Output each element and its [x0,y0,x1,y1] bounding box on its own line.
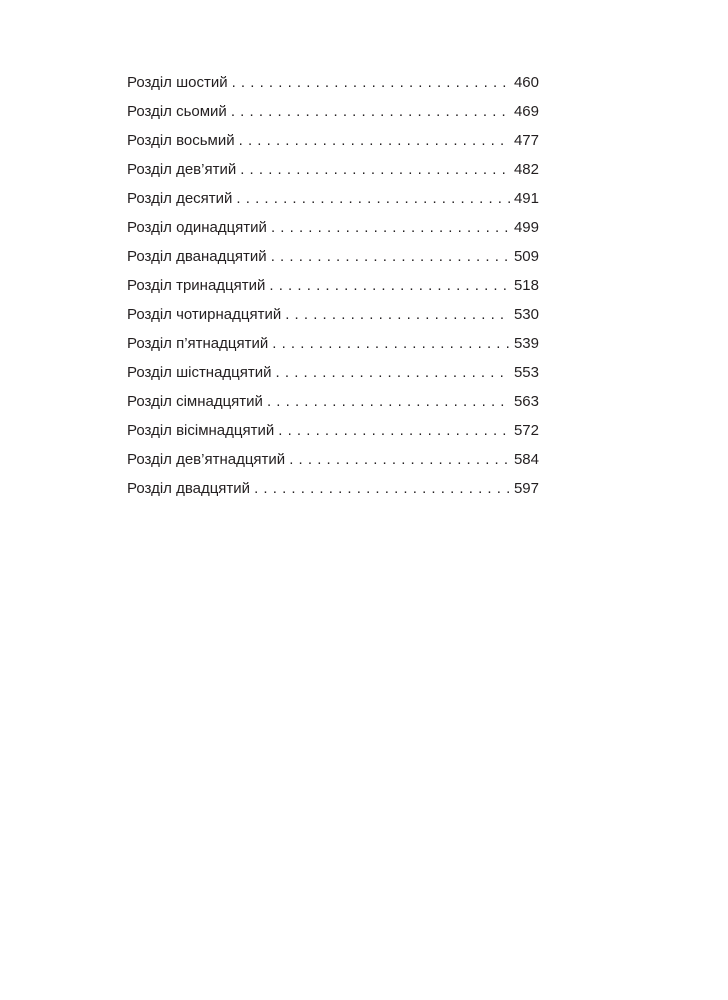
toc-entry [127,68,539,97]
toc-entry-page: 469 [513,103,539,120]
toc-dot-leader [231,97,510,126]
toc-dot-leader [276,358,510,387]
toc-entry [127,474,539,503]
toc-entry-title: Розділ п’ятнадцятий [127,335,269,352]
toc-entry [127,445,539,474]
toc-entry-page: 553 [513,364,539,381]
toc-dot-leader [232,68,510,97]
toc-entry-title: Розділ чотирнадцятий [127,306,282,323]
toc-entry-title: Розділ шостий [127,74,228,91]
toc-entry-title: Розділ дев’ятий [127,161,237,178]
toc-entry-page: 539 [513,335,539,352]
toc-entry-title: Розділ сьомий [127,103,227,120]
toc-dot-leader [236,184,510,213]
toc-dot-leader [239,126,510,155]
toc-dot-leader [278,416,510,445]
toc-entry-page: 509 [513,248,539,265]
toc-entry-title: Розділ одинадцятий [127,219,267,236]
toc-entry [127,358,539,387]
toc-dot-leader [271,213,510,242]
toc-entry-page: 499 [513,219,539,236]
toc-dot-leader [289,445,510,474]
toc-dot-leader [272,329,510,358]
toc-entry-title: Розділ дванадцятий [127,248,267,265]
toc-entry-title: Розділ вісімнадцятий [127,422,275,439]
toc-entry-title: Розділ сімнадцятий [127,393,263,410]
toc-entry-title: Розділ двадцятий [127,480,251,497]
toc-entry-title: Розділ шістнадцятий [127,364,272,381]
toc-entry-page: 460 [513,74,539,91]
toc-dot-leader [267,387,510,416]
toc-entry-page: 477 [513,132,539,149]
toc-entry [127,416,539,445]
toc-dot-leader [254,474,510,503]
table-of-contents [127,68,539,503]
toc-entry [127,387,539,416]
toc-entry [127,300,539,329]
toc-entry [127,213,539,242]
toc-entry [127,271,539,300]
toc-entry [127,329,539,358]
toc-entry-title: Розділ дев’ятнадцятий [127,451,286,468]
toc-dot-leader [269,271,510,300]
toc-dot-leader [240,155,510,184]
toc-entry-title: Розділ тринадцятий [127,277,266,294]
toc-entry [127,184,539,213]
toc-entry-page: 530 [513,306,539,323]
toc-entry-title: Розділ десятий [127,190,233,207]
toc-entry [127,155,539,184]
toc-entry [127,126,539,155]
toc-entry-page: 491 [513,190,539,207]
toc-entry [127,242,539,271]
toc-entry-page: 518 [513,277,539,294]
toc-entry-page: 597 [513,480,539,497]
toc-entry-page: 482 [513,161,539,178]
toc-dot-leader [285,300,510,329]
toc-entry-title: Розділ восьмий [127,132,235,149]
toc-entry [127,97,539,126]
toc-entry-page: 563 [513,393,539,410]
toc-dot-leader [271,242,510,271]
toc-entry-page: 572 [513,422,539,439]
toc-entry-page: 584 [513,451,539,468]
